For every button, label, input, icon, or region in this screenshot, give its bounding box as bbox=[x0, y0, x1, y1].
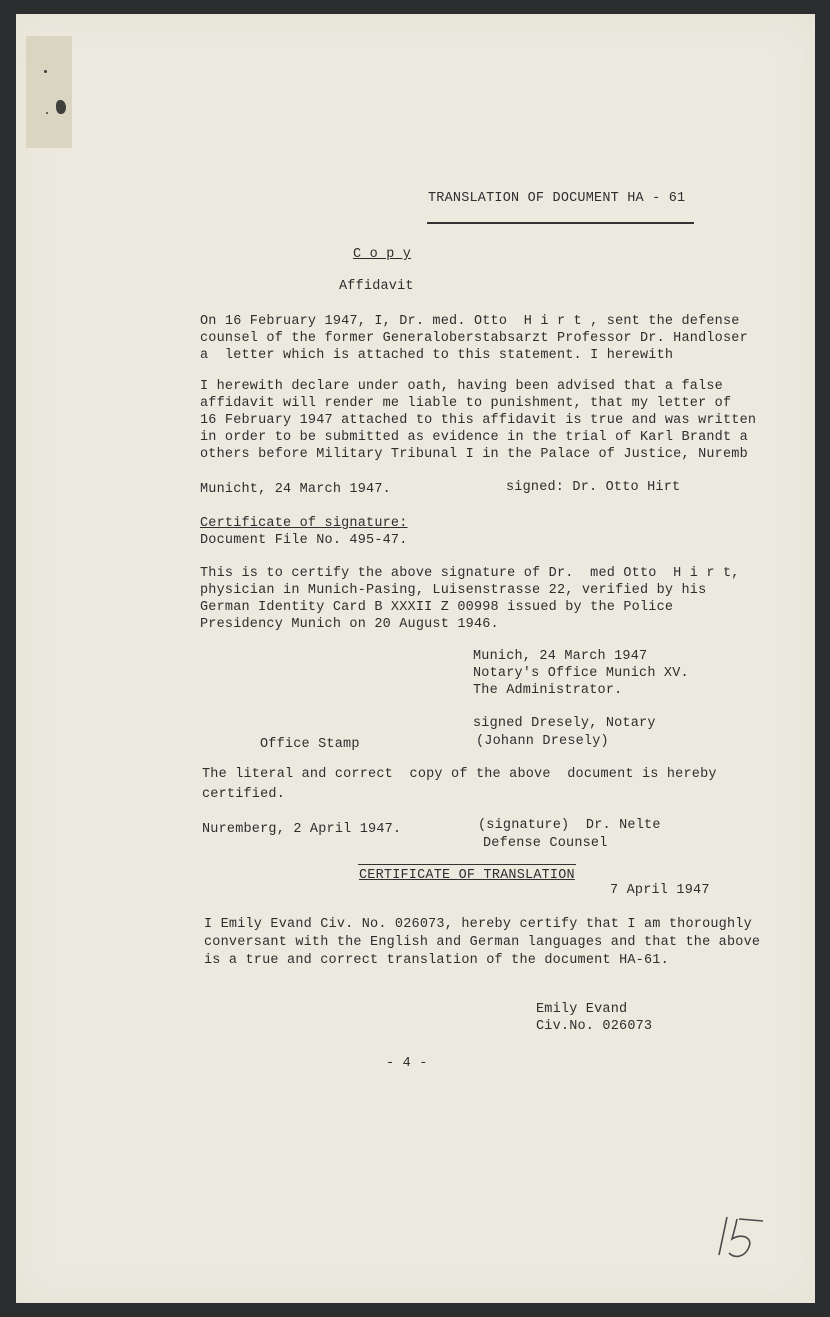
translation-rule-top bbox=[358, 864, 576, 865]
corner-stain bbox=[26, 36, 72, 148]
signed-hirt: signed: Dr. Otto Hirt bbox=[506, 480, 681, 495]
literal-copy-line-2: certified. bbox=[202, 787, 286, 802]
handwritten-page-mark bbox=[711, 1211, 771, 1263]
document-page: TRANSLATION OF DOCUMENT HA - 61 C o p y Affidavit On 16 February 1947, I, Dr. med. Otto H i r t , sent the defense counsel of the former Generaloberstabsarzt Professor Dr. Handloser a letter which is attached to this statement. I herewith I herewith declare under oath, having been advised that a false affidavit will render me liable to punishment, that my letter of 16 February 1947 attached to this affidavit is true and was written in order to be submitted as evidence in the trial of Karl Brandt a others before Military Tribunal I in the Palace of Justice, Nuremb Municht, 24 March 1947. signed: Dr. Otto Hirt Certificate of signature: Document File No. 495-47. This is to certify the above signature of Dr. med Otto H i r t, physician in Munich-Pasing, Luisenstrasse 22, verified by his German Identity Card B XXXII Z 00998 issued by the Police Presidency Munich on 20 August 1946. Munich, 24 March 1947 Notary's Office Munich XV. The Administrator. signed Dresely, Notary (Johann Dresely) Office Stamp The literal and correct copy of the above document is hereby certified. Nuremberg, 2 April 1947. (signature) Dr. Nelte Defense Counsel CERTIFICATE OF TRANSLATION 7 April 1947 I Emily Evand Civ. No. 026073, hereby certify that I am thoroughly conversant with the English and German languages and that the above is a true and correct translation of the document HA-61. Emily Evand Civ.No. 026073 - 4 - bbox=[16, 14, 815, 1303]
literal-copy-line-1: The literal and correct copy of the above document is hereby bbox=[202, 767, 717, 782]
page-number: - 4 - bbox=[386, 1056, 428, 1071]
translator-name: Emily Evand bbox=[536, 1002, 628, 1017]
certificate-heading: Certificate of signature: bbox=[200, 516, 408, 531]
document-file-number: Document File No. 495-47. bbox=[200, 533, 408, 548]
translation-date: 7 April 1947 bbox=[610, 883, 710, 898]
defense-counsel: Defense Counsel bbox=[483, 836, 608, 851]
document-reference: TRANSLATION OF DOCUMENT HA - 61 bbox=[428, 191, 686, 206]
nuremberg-date: Nuremberg, 2 April 1947. bbox=[202, 822, 402, 837]
notary-name: (Johann Dresely) bbox=[476, 734, 609, 749]
munich-date: Municht, 24 March 1947. bbox=[200, 482, 391, 497]
copy-heading: C o p y bbox=[353, 247, 412, 262]
nelte-signature: (signature) Dr. Nelte bbox=[478, 818, 661, 833]
affidavit-title: Affidavit bbox=[339, 279, 414, 294]
notary-signature: signed Dresely, Notary bbox=[473, 716, 656, 731]
office-stamp-label: Office Stamp bbox=[260, 737, 360, 752]
reference-underline bbox=[427, 222, 694, 224]
translation-certificate-heading: CERTIFICATE OF TRANSLATION bbox=[359, 868, 575, 883]
translator-civ-number: Civ.No. 026073 bbox=[536, 1019, 653, 1034]
